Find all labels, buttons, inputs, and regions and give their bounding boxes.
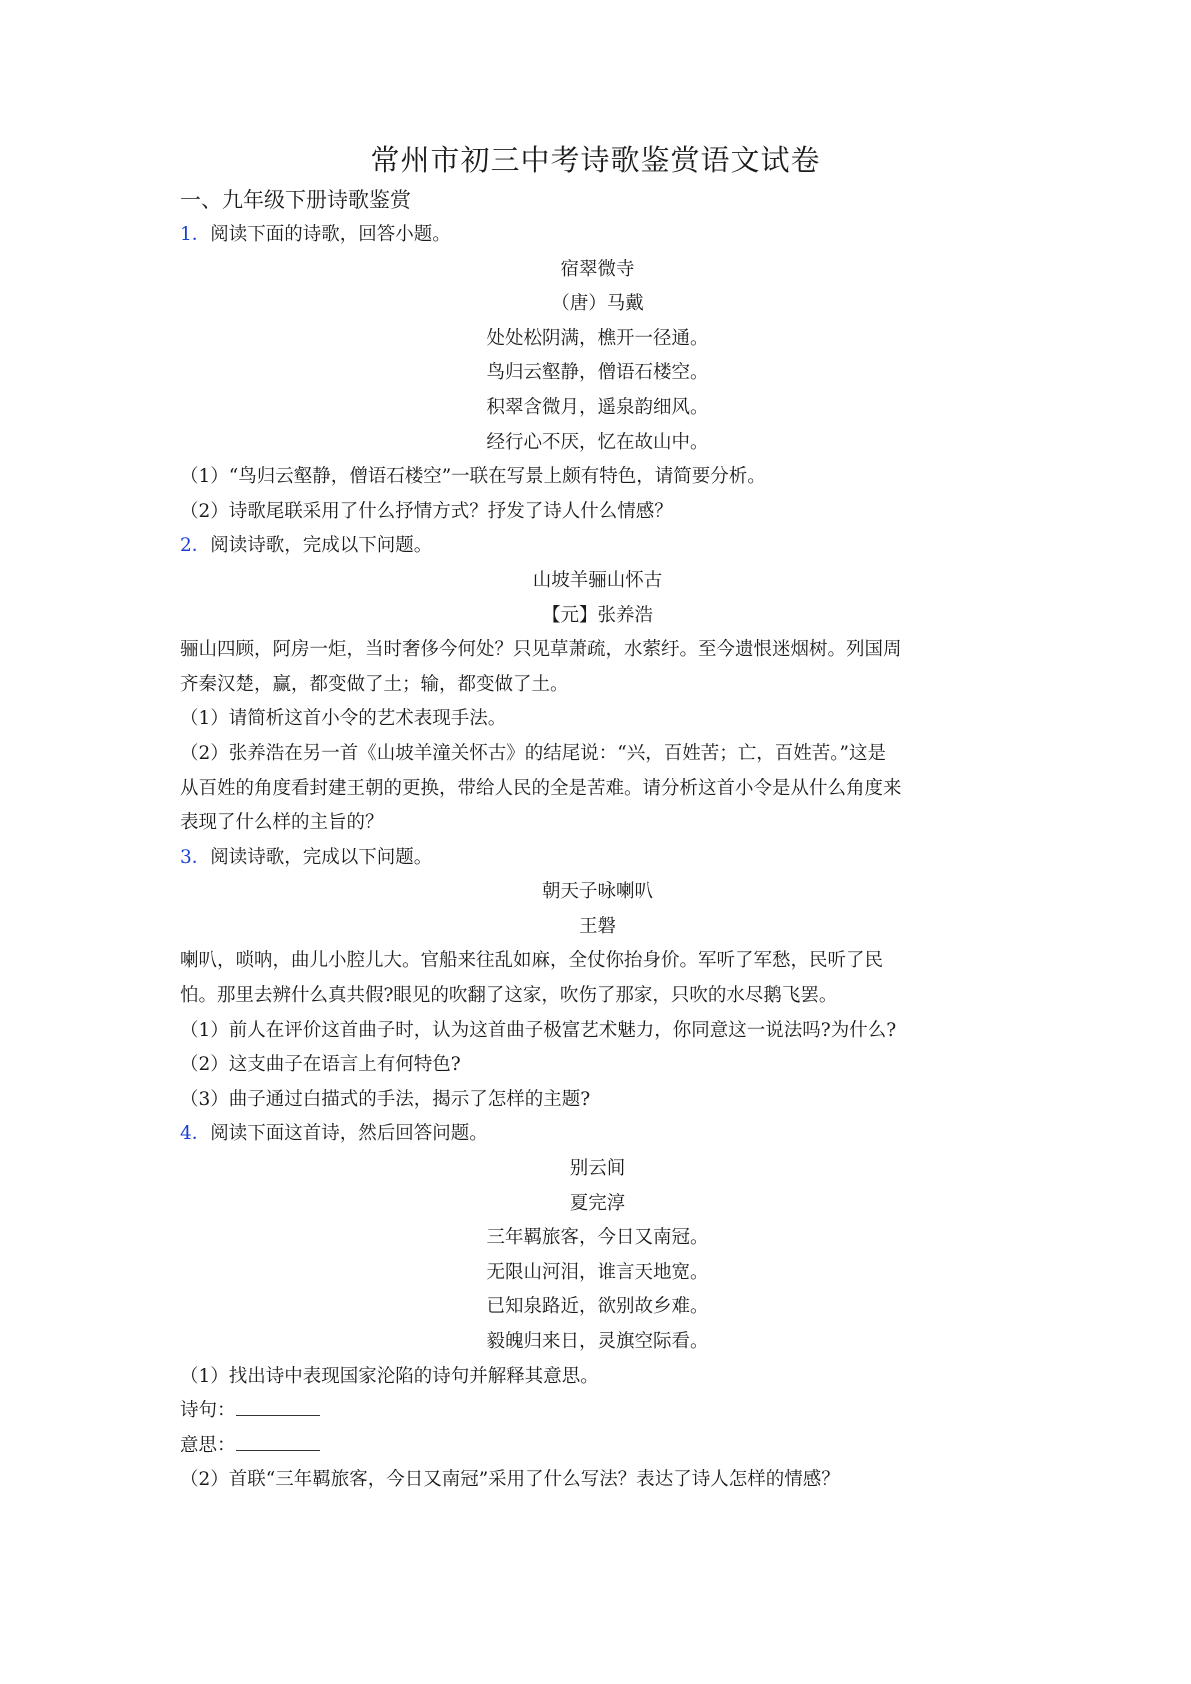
poem-1-title: 宿翠微寺 <box>560 258 635 280</box>
question-3-number: 3． <box>180 846 211 868</box>
poem-1-line: 经行心不厌，忆在故山中。 <box>486 431 709 453</box>
exam-content <box>180 182 1015 1498</box>
poem-3-author: 王磐 <box>578 915 616 937</box>
poem-4-line: 无限山河泪，谁言天地宽。 <box>486 1261 709 1283</box>
question-4-sub-2: （2）首联“三年羁旅客，今日又南冠”采用了什么写法？表达了诗人怎样的情感？ <box>180 1469 840 1491</box>
answer-blank-poem[interactable] <box>236 1397 320 1416</box>
poem-4-line: 已知泉路近，欲别故乡难。 <box>486 1296 709 1318</box>
poem-1-line: 积翠含微月，遥泉韵细风。 <box>486 396 709 418</box>
question-3-prompt <box>180 841 1015 876</box>
question-1-sub-1: （1）“鸟归云壑静，僧语石楼空”一联在写景上颇有特色，请简要分析。 <box>180 466 766 488</box>
question-3-sub-2: （2）这支曲子在语言上有何特色? <box>180 1054 461 1076</box>
answer-label-poem: 诗句： <box>180 1400 236 1422</box>
poem-1-line: 鸟归云壑静，僧语石楼空。 <box>486 362 709 384</box>
poem-4-line: 毅魄归来日，灵旗空际看。 <box>486 1331 709 1352</box>
question-1-prompt <box>180 218 1015 253</box>
question-4-number: 4． <box>180 1123 211 1145</box>
poem-2-author: 【元】张养浩 <box>541 604 653 626</box>
document-title: 常州市初三中考诗歌鉴赏语文试卷 <box>370 143 821 177</box>
question-4-prompt <box>180 1117 1015 1152</box>
question-3-text: 阅读诗歌，完成以下问题。 <box>210 846 433 868</box>
question-3-sub-3: （3）曲子通过白描式的手法，揭示了怎样的主题? <box>180 1088 591 1110</box>
question-2-sub-2: 表现了什么样的主旨的？ <box>180 812 384 834</box>
question-2-sub-2: 从百姓的角度看封建王朝的更换，带给人民的全是苦难。请分析这首小令是从什么角度来 <box>180 777 902 799</box>
poem-3-text: 怕。那里去辨什么真共假?眼见的吹翻了这家，吹伤了那家，只吹的水尽鹅飞罢。 <box>180 985 838 1007</box>
question-2-sub-2: （2）张养浩在另一首《山坡羊潼关怀古》的结尾说：“兴，百姓苦；亡，百姓苦。”这是 <box>180 742 886 764</box>
question-4-text: 阅读下面这首诗，然后回答问题。 <box>210 1123 488 1145</box>
answer-line-poem <box>180 1394 1015 1429</box>
poem-4-line: 三年羁旅客，今日又南冠。 <box>486 1227 709 1249</box>
answer-line-meaning <box>180 1429 1015 1464</box>
poem-2-text: 齐秦汉楚，赢，都变做了土；输，都变做了土。 <box>180 673 569 695</box>
question-1-sub-2: （2）诗歌尾联采用了什么抒情方式？抒发了诗人什么情感？ <box>180 500 673 522</box>
poem-1-author: （唐）马戴 <box>551 293 644 315</box>
question-2-prompt <box>180 529 1015 564</box>
poem-4-title: 别云间 <box>569 1158 626 1180</box>
poem-2-title: 山坡羊骊山怀古 <box>532 569 663 591</box>
question-1-number: 1． <box>180 224 211 245</box>
poem-3-text: 喇叭，唢呐，曲儿小腔儿大。官船来往乱如麻，全仗你抬身价。军听了军愁，民听了民 <box>180 950 884 972</box>
poem-3-title: 朝天子咏喇叭 <box>541 881 653 903</box>
answer-blank-meaning[interactable] <box>236 1432 320 1451</box>
poem-4-author: 夏完淳 <box>569 1192 626 1214</box>
answer-label-meaning: 意思： <box>180 1434 236 1456</box>
question-1-text: 阅读下面的诗歌，回答小题。 <box>210 224 451 245</box>
question-2-text: 阅读诗歌，完成以下问题。 <box>210 535 433 557</box>
question-4-sub-1: （1）找出诗中表现国家沦陷的诗句并解释其意思。 <box>180 1365 599 1387</box>
poem-1-line: 处处松阴满，樵开一径通。 <box>486 327 709 349</box>
question-2-sub-1: （1）请简析这首小令的艺术表现手法。 <box>180 708 507 730</box>
question-3-sub-1: （1）前人在评价这首曲子时，认为这首曲子极富艺术魅力，你同意这一说法吗?为什么? <box>180 1019 897 1041</box>
poem-2-text: 骊山四顾，阿房一炬，当时奢侈今何处？只见草萧疏，水萦纡。至今遗恨迷烟树。列国周 <box>180 639 902 661</box>
question-2-number: 2． <box>180 535 211 557</box>
section-heading: 一、九年级下册诗歌鉴赏 <box>180 188 411 212</box>
